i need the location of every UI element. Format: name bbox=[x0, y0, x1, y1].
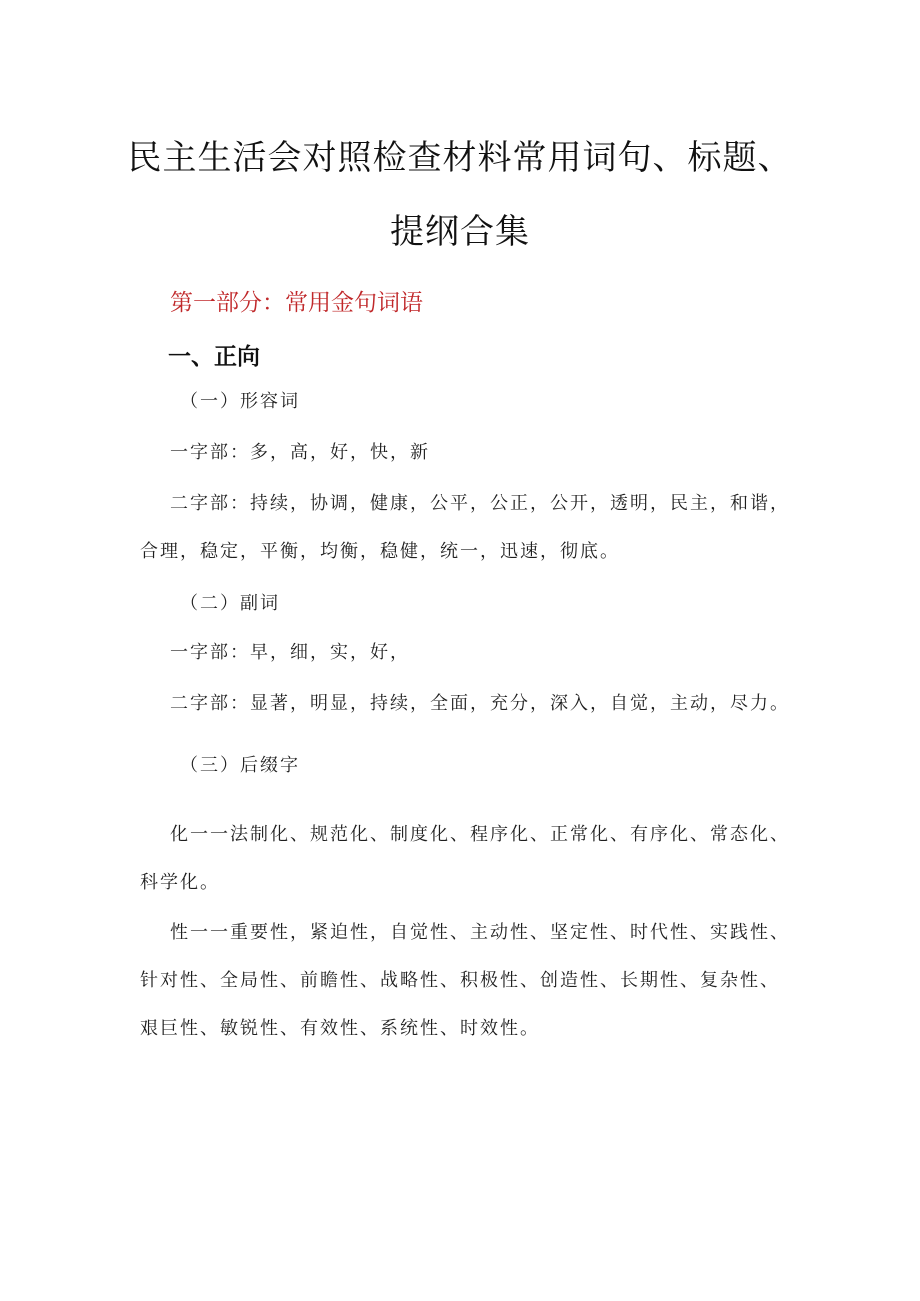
suffix-hua-line-2: 科学化。 bbox=[140, 872, 220, 893]
subheading-adverbs: （二）副词 bbox=[180, 593, 280, 614]
document-title-line-2: 提纲合集 bbox=[390, 212, 530, 252]
subheading-adjectives: （一）形容词 bbox=[180, 391, 300, 412]
document-title-line-1: 民主生活会对照检查材料常用词句、标题、 bbox=[127, 138, 793, 178]
adjectives-two-char-line-2: 合理，稳定，平衡，均衡，稳健，统一，迅速，彻底。 bbox=[140, 541, 620, 562]
suffix-xing-line-2: 针对性、全局性、前瞻性、战略性、积极性、创造性、长期性、复杂性、 bbox=[140, 970, 780, 991]
adjectives-one-char: 一字部：多，高，好，快，新 bbox=[170, 442, 430, 463]
suffix-hua-line-1: 化一一法制化、规范化、制度化、程序化、正常化、有序化、常态化、 bbox=[170, 824, 790, 845]
subheading-suffixes: （三）后缀字 bbox=[180, 755, 300, 776]
suffix-xing-line-3: 艰巨性、敏锐性、有效性、系统性、时效性。 bbox=[140, 1018, 540, 1039]
section-heading-positive: 一、正向 bbox=[168, 344, 260, 370]
adverbs-two-char: 二字部：显著，明显，持续，全面，充分，深入，自觉，主动，尽力。 bbox=[170, 693, 790, 714]
adjectives-two-char-line-1: 二字部：持续，协调，健康，公平，公正，公开，透明，民主，和谐， bbox=[170, 493, 790, 514]
part-heading: 第一部分：常用金句词语 bbox=[170, 290, 423, 316]
adverbs-one-char: 一字部：早，细，实，好， bbox=[170, 642, 410, 663]
suffix-xing-line-1: 性一一重要性，紧迫性，自觉性、主动性、坚定性、时代性、实践性、 bbox=[170, 922, 790, 943]
